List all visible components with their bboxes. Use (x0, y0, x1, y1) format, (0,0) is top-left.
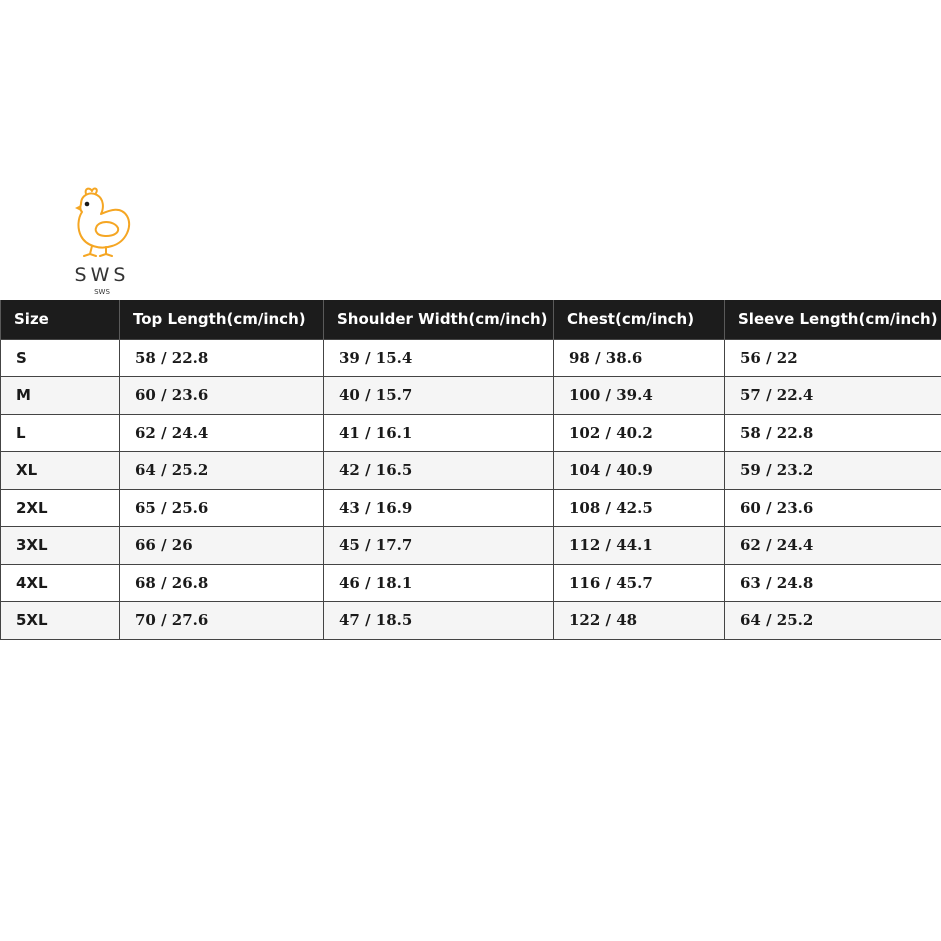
cell-size: 4XL (1, 564, 120, 602)
size-chart-table (0, 300, 941, 640)
header-sleeve-length: Sleeve Length(cm/inch) (725, 300, 941, 339)
cell-top-length: 58 / 22.8 (120, 339, 324, 377)
cell-shoulder-width: 39 / 15.4 (324, 339, 554, 377)
table-row (1, 339, 941, 377)
brand-logo (60, 184, 144, 300)
cell-chest: 122 / 48 (554, 602, 725, 640)
cell-top-length: 64 / 25.2 (120, 452, 324, 490)
header-size: Size (1, 300, 120, 339)
cell-sleeve-length: 56 / 22 (725, 339, 941, 377)
cell-chest: 102 / 40.2 (554, 414, 725, 452)
table-row (1, 377, 941, 415)
table-header-row (1, 300, 941, 339)
cell-top-length: 62 / 24.4 (120, 414, 324, 452)
cell-shoulder-width: 45 / 17.7 (324, 527, 554, 565)
header-top-length: Top Length(cm/inch) (120, 300, 324, 339)
cell-top-length: 65 / 25.6 (120, 489, 324, 527)
cell-top-length: 60 / 23.6 (120, 377, 324, 415)
cell-top-length: 66 / 26 (120, 527, 324, 565)
cell-chest: 108 / 42.5 (554, 489, 725, 527)
cell-sleeve-length: 62 / 24.4 (725, 527, 941, 565)
cell-size: 2XL (1, 489, 120, 527)
table-row (1, 602, 941, 640)
chick-icon (66, 186, 134, 258)
cell-sleeve-length: 59 / 23.2 (725, 452, 941, 490)
cell-chest: 116 / 45.7 (554, 564, 725, 602)
cell-size: XL (1, 452, 120, 490)
brand-name: SWS (74, 264, 130, 286)
cell-sleeve-length: 57 / 22.4 (725, 377, 941, 415)
cell-shoulder-width: 40 / 15.7 (324, 377, 554, 415)
cell-sleeve-length: 60 / 23.6 (725, 489, 941, 527)
cell-chest: 112 / 44.1 (554, 527, 725, 565)
table-row (1, 414, 941, 452)
cell-size: M (1, 377, 120, 415)
table-row (1, 564, 941, 602)
cell-chest: 98 / 38.6 (554, 339, 725, 377)
cell-top-length: 68 / 26.8 (120, 564, 324, 602)
cell-shoulder-width: 42 / 16.5 (324, 452, 554, 490)
cell-top-length: 70 / 27.6 (120, 602, 324, 640)
brand-tagline: SWS (94, 288, 110, 296)
table-row (1, 489, 941, 527)
cell-sleeve-length: 58 / 22.8 (725, 414, 941, 452)
cell-size: L (1, 414, 120, 452)
header-chest: Chest(cm/inch) (554, 300, 725, 339)
cell-size: 5XL (1, 602, 120, 640)
cell-size: 3XL (1, 527, 120, 565)
table-row (1, 452, 941, 490)
table-row (1, 527, 941, 565)
cell-shoulder-width: 46 / 18.1 (324, 564, 554, 602)
cell-shoulder-width: 41 / 16.1 (324, 414, 554, 452)
cell-chest: 104 / 40.9 (554, 452, 725, 490)
cell-shoulder-width: 43 / 16.9 (324, 489, 554, 527)
cell-size: S (1, 339, 120, 377)
header-shoulder-width: Shoulder Width(cm/inch) (324, 300, 554, 339)
cell-chest: 100 / 39.4 (554, 377, 725, 415)
cell-shoulder-width: 47 / 18.5 (324, 602, 554, 640)
cell-sleeve-length: 63 / 24.8 (725, 564, 941, 602)
cell-sleeve-length: 64 / 25.2 (725, 602, 941, 640)
